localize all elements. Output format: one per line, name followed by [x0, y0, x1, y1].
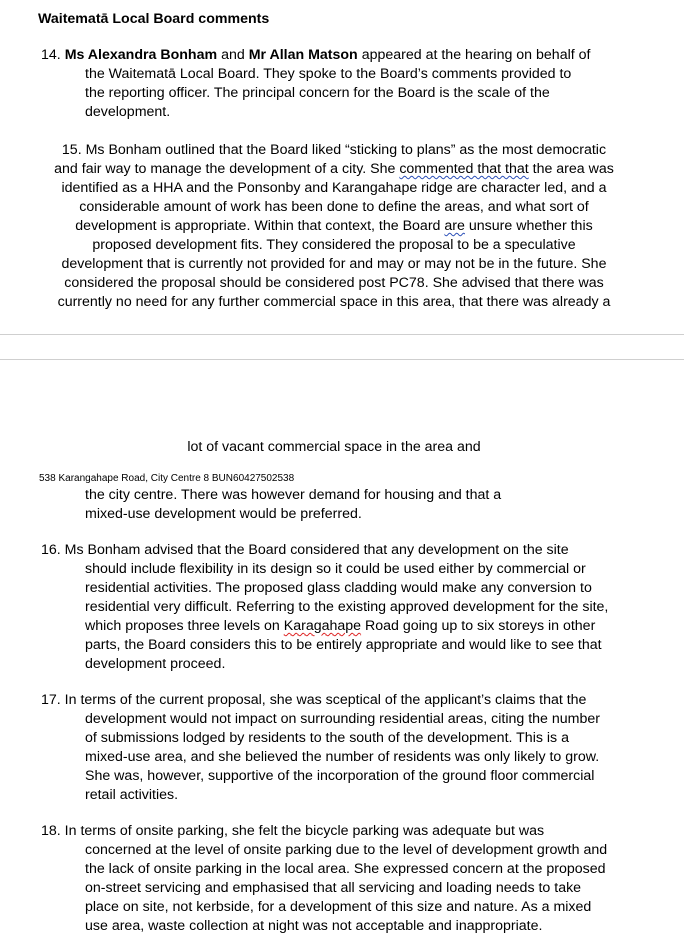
text-line: the Waitematā Local Board. They spoke to the Board’s comments provided to — [85, 66, 572, 82]
paragraph-16 — [41, 541, 608, 674]
grammar-flagged-text[interactable]: commented that that — [399, 161, 529, 177]
text-line: parts, the Board considers this to be entirely appropriate and would like to see that — [85, 637, 602, 653]
text-line: currently no need for any further commercial space in this area, that there was already a — [57, 294, 611, 310]
text-line: 18. In terms of onsite parking, she felt the bicycle parking was adequate but was — [41, 823, 545, 839]
text-line: place on site, not kerbside, for a development of this size and nature. As a mixed — [85, 899, 592, 915]
text-line: identified as a HHA and the Ponsonby and Karangahape ridge are character led, and a — [61, 180, 607, 196]
paragraph-14 — [41, 46, 590, 122]
text-run: and fair way to manage the development of a city. She — [54, 161, 396, 177]
text-line: 16. Ms Bonham advised that the Board considered that any development on the site — [41, 542, 569, 558]
spelling-flagged-text[interactable]: Karagahape — [283, 618, 362, 634]
paragraph-15-continued — [85, 486, 501, 524]
text-line: considered the proposal should be considered post PC78. She advised that there was — [64, 275, 604, 291]
grammar-flagged-text[interactable]: are — [444, 218, 465, 234]
text-run: appeared at the hearing on behalf of — [361, 47, 591, 63]
page-divider — [0, 334, 684, 335]
text-line: development that is currently not provided for and may or may not be in the future. She — [61, 256, 607, 272]
text-line: retail activities. — [85, 787, 179, 803]
page-footer: 538 Karangahape Road, City Centre 8 BUN60427502538 — [39, 473, 295, 484]
paragraph-number: 14. — [41, 47, 61, 63]
text-line: proposed development fits. They considered the proposal to be a speculative — [92, 237, 576, 253]
continued-line — [0, 438, 668, 457]
text-line: 17. In terms of the current proposal, she was sceptical of the applicant’s claims that the — [41, 692, 587, 708]
paragraph-15 — [0, 141, 668, 312]
text-line: use area, waste collection at night was not acceptable and inappropriate. — [85, 918, 543, 934]
text-line: development would not impact on surrounding residential areas, citing the number — [85, 711, 600, 727]
text-line: the reporting officer. The principal concern for the Board is the scale of the — [85, 85, 550, 101]
text-run: the area was — [532, 161, 614, 177]
paragraph-14-first-line — [41, 46, 590, 65]
section-heading: Waitematā Local Board comments — [38, 11, 270, 27]
text-line: on-street servicing and emphasised that all servicing and loading needs to take — [85, 880, 582, 896]
text-line: lot of vacant commercial space in the area and — [187, 439, 481, 455]
text-line: of submissions lodged by residents to the south of the development. This is a — [85, 730, 569, 746]
text-run: Road going up to six storeys in other — [365, 618, 596, 634]
text-run: unsure whether this — [468, 218, 593, 234]
text-line: residential activities. The proposed glass cladding would make any conversion to — [85, 580, 592, 596]
text-line: the lack of onsite parking in the local area. She expressed concern at the proposed — [85, 861, 606, 877]
paragraph-17 — [41, 691, 600, 805]
text-line: development proceed. — [85, 656, 226, 672]
text-line: concerned at the level of onsite parking due to the level of development growth and — [85, 842, 608, 858]
text-line: the city centre. There was however demand for housing and that a — [85, 487, 502, 503]
text-line: mixed-use area, and she believed the number of residents was only likely to grow. — [85, 749, 600, 765]
text-line: should include flexibility in its design so it could be used either by commercial or — [85, 561, 586, 577]
paragraph-18 — [41, 822, 607, 936]
text-line — [0, 160, 668, 179]
text-line: residential very difficult. Referring to the existing approved development for the site, — [85, 599, 609, 615]
page-break-gap — [0, 334, 684, 359]
text-line: She was, however, supportive of the incorporation of the ground floor commercial — [85, 768, 595, 784]
text-line: considerable amount of work has been done to define the areas, and what sort of — [79, 199, 589, 215]
text-line: development. — [85, 104, 171, 120]
text-run: which proposes three levels on — [85, 618, 280, 634]
page-divider — [0, 359, 684, 360]
speaker-name: Ms Alexandra Bonham — [64, 47, 218, 63]
speaker-name: Mr Allan Matson — [248, 47, 358, 63]
conjunction: and — [221, 47, 245, 63]
text-line — [85, 617, 608, 636]
text-line: mixed-use development would be preferred. — [85, 506, 362, 522]
text-line — [0, 217, 668, 236]
text-line: 15. Ms Bonham outlined that the Board liked “sticking to plans” as the most democratic — [61, 142, 607, 158]
text-run: development is appropriate. Within that context, the Board — [75, 218, 441, 234]
